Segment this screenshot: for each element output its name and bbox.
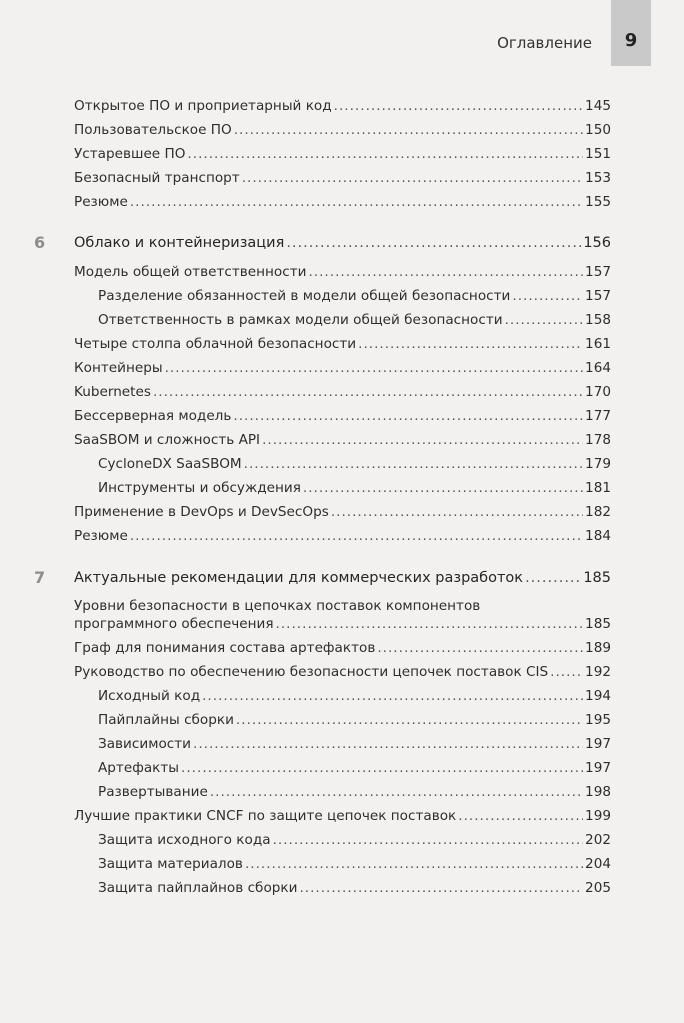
toc-entry-page: 197 [585, 736, 611, 752]
toc-entry-page: 156 [583, 235, 611, 251]
running-header-title: Оглавление [497, 34, 592, 52]
toc-entry-title: Руководство по обеспечению безопасности цепочек поставок CIS [74, 664, 549, 680]
toc-entry-page: 184 [585, 528, 611, 544]
toc-entry-page: 153 [585, 170, 611, 186]
toc-entry-title: Защита материалов [98, 856, 243, 872]
toc-entry [74, 192, 611, 212]
toc-entry [74, 430, 611, 450]
toc-chapter-entry [74, 233, 611, 253]
toc-entry-title: Пользовательское ПО [74, 122, 232, 138]
toc-subentry [98, 782, 611, 802]
toc-entry-title: Ответственность в рамках модели общей безопасности [98, 312, 503, 328]
toc-subentry [98, 758, 611, 778]
toc-entry-page: 185 [583, 570, 611, 586]
toc-entry-page: 150 [585, 122, 611, 138]
toc-entry [74, 406, 611, 426]
toc-entry [74, 382, 611, 402]
toc-entry-page: 185 [585, 616, 611, 632]
toc-subentry [98, 830, 611, 850]
toc-entry-title: Граф для понимания состава артефактов [74, 640, 376, 656]
chapter-number: 6 [34, 233, 46, 252]
toc-entry [74, 526, 611, 546]
toc-entry [74, 262, 611, 282]
toc-entry-title: Лучшие практики CNCF по защите цепочек поставок [74, 808, 457, 824]
toc-entry-page: 195 [585, 712, 611, 728]
toc-entry [74, 662, 611, 682]
toc-entry-page: 197 [585, 760, 611, 776]
toc-entry [74, 502, 611, 522]
toc-entry-page: 198 [585, 784, 611, 800]
toc-entry-title: Устаревшее ПО [74, 146, 186, 162]
toc-entry-title: Облако и контейнеризация [74, 235, 285, 251]
toc-entry-page: 157 [585, 288, 611, 304]
toc-entry [74, 614, 611, 634]
toc-entry-title: Защита исходного кода [98, 832, 271, 848]
toc-entry-page: 192 [585, 664, 611, 680]
toc-subentry [98, 878, 611, 898]
page-number: 9 [624, 30, 638, 51]
toc-entry-title: Применение в DevOps и DevSecOps [74, 504, 329, 520]
toc-entry-page: 202 [585, 832, 611, 848]
toc-entry-page: 158 [585, 312, 611, 328]
toc-subentry [98, 854, 611, 874]
toc-entry-title: Kubernetes [74, 384, 151, 400]
toc-subentry [98, 734, 611, 754]
toc-entry [74, 358, 611, 378]
toc-subentry [98, 310, 611, 330]
toc-entry-title-line2: программного обеспечения [74, 616, 274, 632]
toc-entry-page: 151 [585, 146, 611, 162]
toc-entry-page: 155 [585, 194, 611, 210]
toc-entry-title-line1: Уровни безопасности в цепочках поставок компонентов [74, 598, 481, 614]
toc-entry [74, 168, 611, 188]
toc-entry [74, 96, 611, 116]
chapter-number: 7 [34, 568, 46, 587]
toc-entry-page: 194 [585, 688, 611, 704]
toc-entry-page: 170 [585, 384, 611, 400]
toc-entry-title: Модель общей ответственности [74, 264, 307, 280]
toc-entry [74, 144, 611, 164]
toc-entry-title: Открытое ПО и проприетарный код [74, 98, 332, 114]
toc-entry-page: 157 [585, 264, 611, 280]
toc-entry-page: 179 [585, 456, 611, 472]
toc-entry-title: Исходный код [98, 688, 201, 704]
toc-subentry [98, 478, 611, 498]
toc-entry-title: Артефакты [98, 760, 180, 776]
toc-entry-title: Актуальные рекомендации для коммерческих разработок [74, 570, 524, 586]
toc-entry-title: Резюме [74, 194, 128, 210]
toc-entry-page: 182 [585, 504, 611, 520]
toc-entry-title: SaaSBOM и сложность API [74, 432, 261, 448]
toc-entry-title: Резюме [74, 528, 128, 544]
toc-entry-page: 189 [585, 640, 611, 656]
toc-entry-page: 177 [585, 408, 611, 424]
toc-entry-page: 181 [585, 480, 611, 496]
toc-entry-page: 161 [585, 336, 611, 352]
toc-entry-title: CycloneDX SaaSBOM [98, 456, 242, 472]
toc-entry-title: Разделение обязанностей в модели общей безопасности [98, 288, 511, 304]
toc-entry-title: Инструменты и обсуждения [98, 480, 301, 496]
toc-chapter-entry [74, 568, 611, 588]
toc-entry-title: Бессерверная модель [74, 408, 232, 424]
toc-entry-title: Зависимости [98, 736, 191, 752]
toc-subentry [98, 286, 611, 306]
toc-subentry [98, 710, 611, 730]
toc-entry [74, 334, 611, 354]
toc-entry-page: 205 [585, 880, 611, 896]
toc-entry [74, 120, 611, 140]
toc-entry-title: Пайплайны сборки [98, 712, 234, 728]
toc-entry-title: Четыре столпа облачной безопасности [74, 336, 357, 352]
toc-entry [74, 806, 611, 826]
toc-entry-title: Развертывание [98, 784, 208, 800]
toc-entry-page: 199 [585, 808, 611, 824]
toc-entry-page: 145 [585, 98, 611, 114]
toc-entry-title: Безопасный транспорт [74, 170, 240, 186]
toc-entry-page: 178 [585, 432, 611, 448]
toc-subentry [98, 686, 611, 706]
toc-entry-title: Контейнеры [74, 360, 163, 376]
toc-entry [74, 638, 611, 658]
toc-subentry [98, 454, 611, 474]
toc-entry-page: 204 [585, 856, 611, 872]
toc-entry-title: Защита пайплайнов сборки [98, 880, 298, 896]
toc-entry-page: 164 [585, 360, 611, 376]
